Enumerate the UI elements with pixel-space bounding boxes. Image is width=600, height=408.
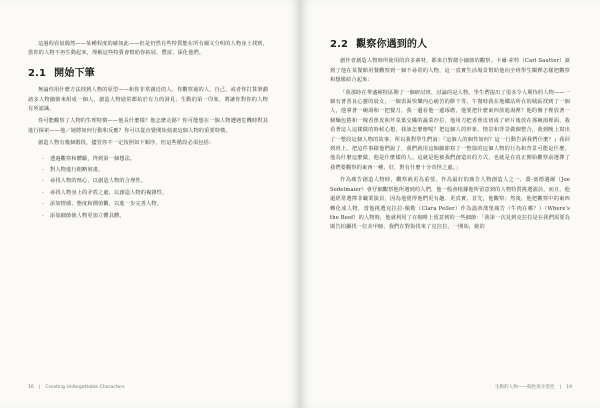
intro-paragraph: 這過程看似偶然——某種程度的確如此——但是仍然有些特質能在所有爾文分明的人物身上找到，當你的人物不再生動起來，理解這些特質會幫助你拓展、豐富、深化他們。 — [28, 41, 268, 57]
body-paragraph: 作為廣告創造人物時，觀察就更為重要。作為最好的廣告人物創造人之一，喬·塞德邁爾（Joe Sedelmaier）會仔細觀察他所遇到的人們，他一般會根據他所留意到的人物特質挑選演員，而且，他還經常選擇非職業演員，因為他覺得他們更有趣、更真實。首先，他觀察；然後，他把觀察中的東西轉化成人物，當他挑選克拉拉·佩勒（Clara Peller）作為溫蒂漢堡廣告（牛肉在哪？）（Where's the Beef）的人物時，他就利用了在咖啡上留意到的一些細節：「我第一次見到克拉拉是在我們需要為廣告拍攝找一位美甲師，我們在對街找來了克拉拉，一開始，她的 — [330, 177, 570, 231]
list-item: · 尋找人物的核心，以創造人物的合理性。 — [42, 177, 268, 186]
right-page-content — [330, 40, 570, 236]
running-title: 生動的人物——個性與矛盾性 — [494, 385, 555, 390]
section-heading-2-1 — [28, 69, 268, 78]
list-item: · 透過觀察和體驗，得到第一個想法。 — [42, 155, 268, 164]
footer-separator: | — [38, 385, 41, 390]
right-page-footer — [495, 384, 572, 390]
list-item: · 添加細節使人物更加立體具體。 — [42, 212, 268, 221]
page-number: 16 — [28, 385, 34, 390]
section-title: 觀察你遇到的人 — [356, 39, 428, 50]
section-heading-2-2 — [330, 40, 570, 49]
left-page-footer — [28, 385, 125, 390]
list-item: · 尋找人物身上的矛盾之處，以創造人物的複雜性。 — [42, 189, 268, 198]
list-item: · 添加情感、態度和價值觀，以進一步完善人物。 — [42, 200, 268, 209]
section-number: 2.2 — [330, 39, 349, 50]
list-item: · 對人物進行粗略刻畫。 — [42, 166, 268, 175]
stages-list — [28, 155, 268, 221]
body-paragraph: 無論你用什麼方法找到人物的原型——和你非常親近的人、你觀察過的人、自己、或者你打算筆劃諸多人物細節來組成一個人，創造人物通常都始於有力的洞見，生動的第一印象，將讓你對你的人物有所認識。 — [28, 87, 268, 113]
section-number: 2.1 — [28, 67, 47, 79]
running-title: Creating Unforgettable Characters — [45, 385, 125, 390]
left-page-content — [28, 40, 268, 223]
body-paragraph: 你可能觀察了人物的生理特徵——他長什麼樣？他怎麼走路？你可能想在一個人物遭遇危機時對其進行探索——他／她將如何行動和反應？你可以從直覺開始刻畫這個人物的重要特徵。 — [28, 118, 268, 134]
body-paragraph: 創造人物有幾個階段，儘管你不一定按照如下順序，但這些階段必須包括： — [38, 140, 215, 147]
right-page — [300, 0, 600, 408]
footer-separator: | — [559, 385, 562, 390]
body-paragraph: 創作者創造人物時所使用的許多素材，都來自對微小細節的觀察。卡爾·索特（Carl Sautter）談到了他在某餐館用餐觀察到一個不尋常的人物，這一真實生活場景幫助他向全班學生闡釋怎樣把觀察和想像結合起來： — [330, 58, 570, 84]
section-title: 開始下筆 — [54, 67, 95, 79]
page-number: 19 — [566, 385, 572, 390]
body-paragraph: 「我那時在華盛頓特區開了一個研討班，討論的是人物。學生們提出了很多令人期待的人物——一個有著善良心靈的妓女，一個表面快樂內心痛苦的餅干等。午餐時我在地鐵站所在的城區找到了一個人，他拿著一碗湯和一把餐刀，我一邊看他一邊琢磨，他要把什麼東西放進湯裡？他的盤子裡放著一個麵包捲和一塊香蕉皮和芹菜葉交織的蔬菜沙拉，他用刀把香蕉皮切成了碎片後放在那碗湯裡面，我看著這人這樣做的時候心想，我該怎麼辦呢？把這個人的形象、情景和背景做個整合，我到晚上寫出了一整段這個人物的故事，所以我對學生們說：『這個人的個性如何？這一行動告訴我們什麼？』我回到班上，把這件事跟他們說了，我們就用這個細節寫了一整篇的這個人物的行為和背景可能是什麼，他為什麼這麼做，他是什麼樣的人。這就是他被我們創造出的方式，也就是在真正開始觀察前選擇了我們要觀察的東西一種，好，對有什麼十分奇怪之處。」 — [330, 89, 570, 171]
